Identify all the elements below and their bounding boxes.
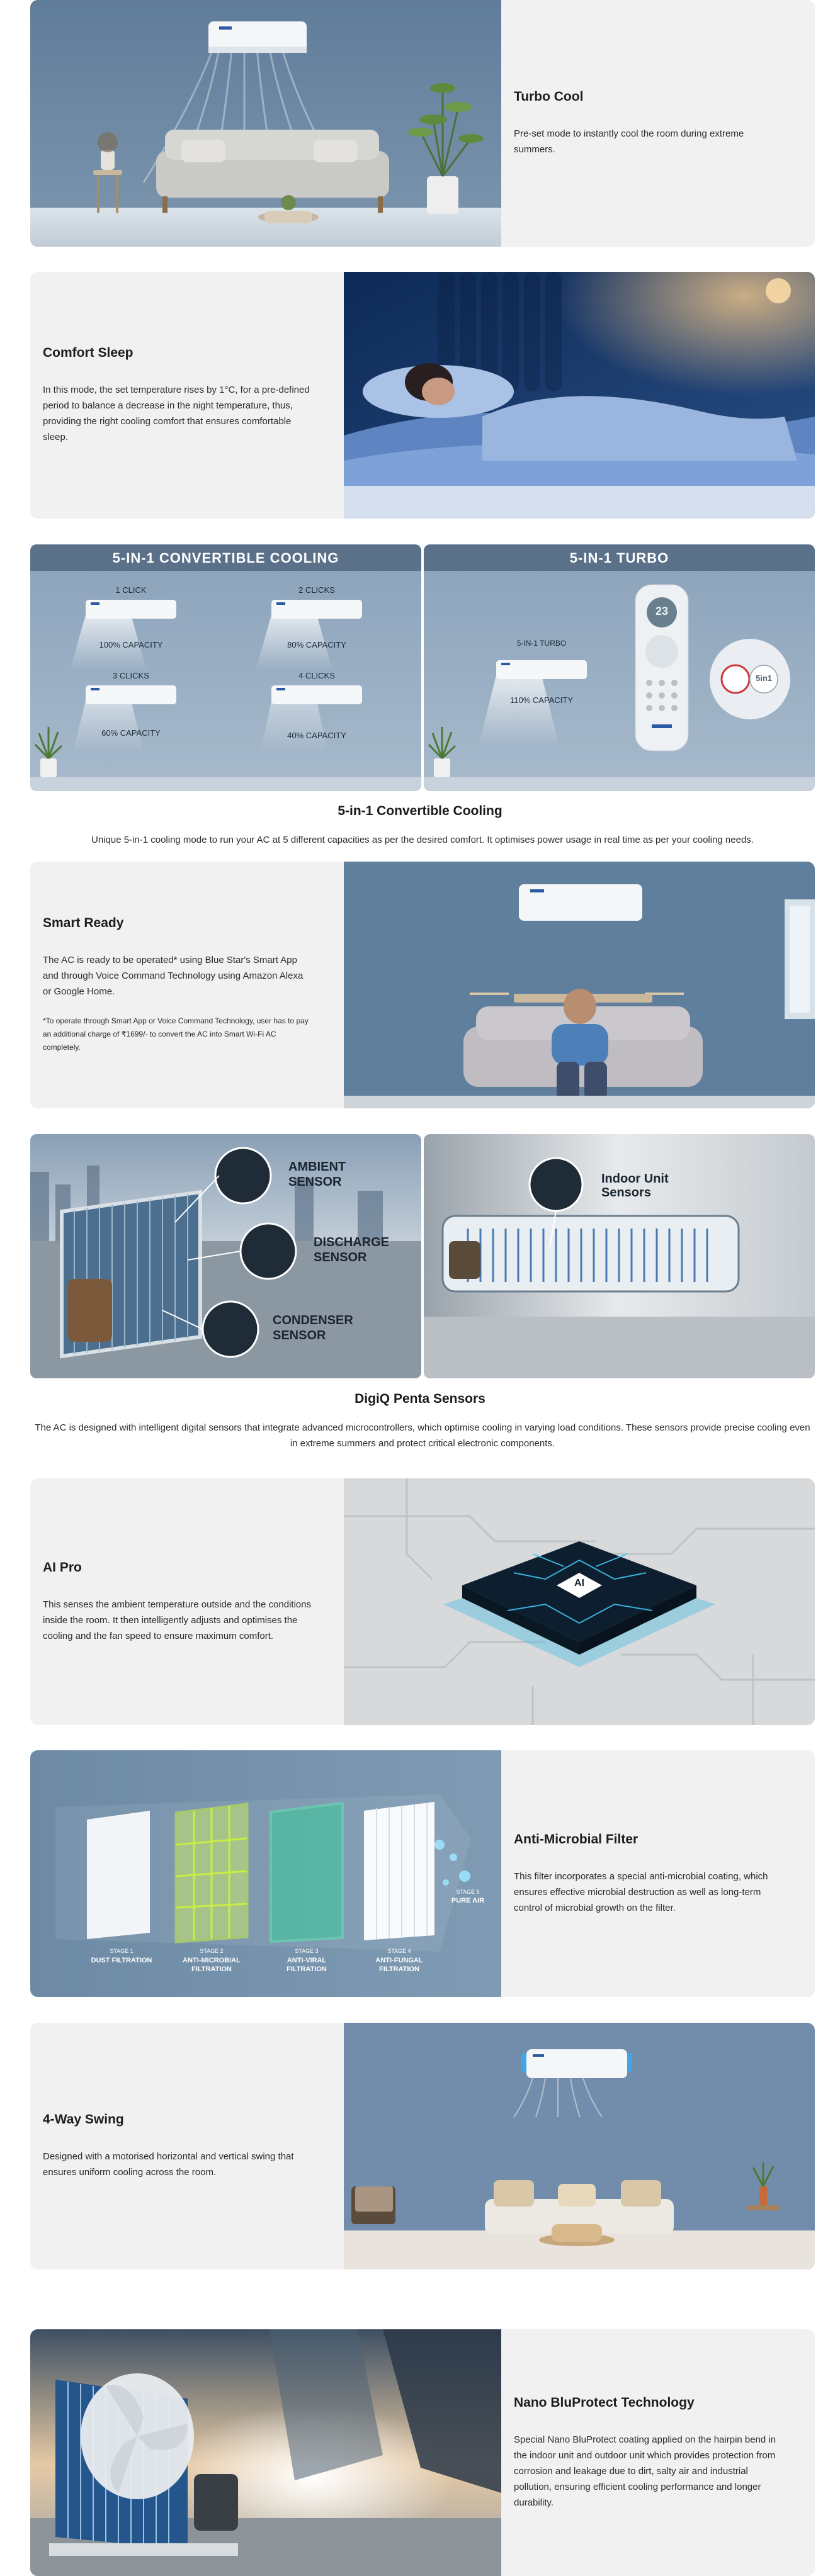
- nano-image: [30, 2329, 501, 2576]
- mode-4-clicks: 4 CLICKS: [298, 671, 335, 680]
- filter-image: [30, 1750, 501, 1997]
- swing-image: [344, 2023, 815, 2269]
- feature-card-filter: [30, 1750, 815, 1997]
- stage-1-name: DUST FILTRATION: [91, 1957, 152, 1964]
- swing-desc: Designed with a motorised horizontal and vertical swing that ensures uniform cooling across the room.: [43, 2151, 294, 2178]
- ai-pro-title: AI Pro: [43, 1560, 82, 1575]
- comfort-sleep-title: Comfort Sleep: [43, 346, 133, 360]
- comfort-sleep-image: [344, 272, 815, 519]
- turbo-panel: [424, 544, 815, 791]
- stage-4-number: STAGE 4: [387, 1948, 411, 1954]
- stage-3-name: ANTI-VIRAL FILTRATION: [287, 1957, 327, 1973]
- turbo-cool-text: [501, 0, 815, 247]
- ai-pro-text: [30, 1478, 344, 1725]
- swing-title: 4-Way Swing: [43, 2112, 124, 2127]
- remote-5in1-button: 5in1: [755, 673, 772, 683]
- feature-card-smart-ready: [30, 862, 815, 1108]
- stage-2-number: STAGE 2: [200, 1948, 224, 1954]
- ambient-sensor-label: AMBIENT SENSOR: [288, 1160, 346, 1189]
- mode-4-capacity: 40% CAPACITY: [287, 731, 346, 740]
- mode-1-capacity: 100% CAPACITY: [99, 640, 163, 650]
- stage-3-number: STAGE 3: [295, 1948, 319, 1954]
- feature-card-ai-pro: [30, 1478, 815, 1725]
- mode-2-clicks: 2 CLICKS: [298, 585, 335, 595]
- turbo-cool-image: [30, 0, 501, 247]
- ai-pro-image: [344, 1478, 815, 1725]
- comfort-sleep-text: [30, 272, 344, 519]
- ai-pro-desc: This senses the ambient temperature outside and the conditions inside the room. It then intelligently adjusts and optimises the cooling and the fan speed to ensure maximum comfort.: [43, 1599, 312, 1641]
- turbo-cool-title: Turbo Cool: [514, 89, 584, 104]
- feature-card-swing: [30, 2023, 815, 2269]
- smart-ready-text: [30, 862, 344, 1108]
- stage-5-name: PURE AIR: [451, 1897, 485, 1904]
- remote-display: 23: [655, 605, 669, 617]
- smart-ready-desc: The AC is ready to be operated* using Blue Star's Smart App and through Voice Command Technology using Amazon Alexa or Google Home.: [43, 955, 304, 997]
- stage-2-name: ANTI-MICROBIAL FILTRATION: [183, 1957, 241, 1973]
- discharge-sensor-label: DISCHARGE SENSOR: [314, 1235, 390, 1264]
- mode-3-capacity: 60% CAPACITY: [101, 728, 161, 738]
- convertible-section-desc: Unique 5-in-1 cooling mode to run your AC at 5 different capacities as per the desired comfort. It optimises power usage in real time as per your cooling needs.: [91, 835, 754, 845]
- nano-title: Nano BluProtect Technology: [514, 2395, 695, 2410]
- smart-ready-image: [344, 862, 815, 1108]
- swing-text: [30, 2023, 344, 2269]
- turbo-capacity: 110% CAPACITY: [510, 695, 573, 705]
- indoor-sensors-panel: [424, 1134, 815, 1378]
- filter-desc: This filter incorporates a special anti-microbial coating, which ensures effective microbial destruction as well as long-term control of microbial growth on the filter.: [514, 1870, 768, 1913]
- sensors-section-desc: The AC is designed with intelligent digital sensors that integrate advanced microcontrollers, which optimise cooling in varying load conditions. These sensors provide precise cooling even in extreme summers and protect critical electronic components.: [35, 1422, 810, 1449]
- convertible-cooling-panel: [30, 544, 421, 791]
- convertible-section-title: 5-in-1 Convertible Cooling: [338, 804, 502, 818]
- smart-ready-note: *To operate through Smart App or Voice Command Technology, user has to pay an additional charge of ₹1699/- to convert the AC into Smart Wi-Fi AC completely.: [43, 1016, 309, 1052]
- feature-card-turbo-cool: [30, 0, 815, 247]
- turbo-panel-title: 5-IN-1 TURBO: [569, 550, 669, 566]
- nano-text: [501, 2329, 815, 2576]
- outdoor-sensors-panel: [30, 1134, 421, 1378]
- stage-5-number: STAGE 5: [456, 1889, 480, 1895]
- feature-card-nano: [30, 2329, 815, 2576]
- mode-1-clicks: 1 CLICK: [115, 585, 147, 595]
- filter-text: [501, 1750, 815, 1997]
- stage-4-name: ANTI-FUNGAL FILTRATION: [375, 1957, 423, 1973]
- convertible-panel-title: 5-IN-1 CONVERTIBLE COOLING: [112, 550, 339, 566]
- stage-1-number: STAGE 1: [110, 1948, 133, 1954]
- nano-desc: Special Nano BluProtect coating applied on the hairpin bend in the indoor unit and outdoor unit which provides protection from corrosion and leakage due to dirt, salty air and industrial pollution, ensuring efficient cooling performance and longer durability.: [514, 2434, 776, 2508]
- turbo-cool-desc: Pre-set mode to instantly cool the room during extreme summers.: [514, 128, 744, 155]
- sensors-section-title: DigiQ Penta Sensors: [355, 1392, 485, 1406]
- mode-2-capacity: 80% CAPACITY: [287, 640, 346, 650]
- mode-3-clicks: 3 CLICKS: [113, 671, 149, 680]
- ai-chip-label: AI: [574, 1578, 584, 1589]
- indoor-sensor-label: Indoor Unit Sensors: [601, 1172, 669, 1200]
- feature-card-comfort-sleep: [30, 272, 815, 519]
- turbo-label: 5-IN-1 TURBO: [516, 639, 567, 648]
- condenser-sensor-label: CONDENSER SENSOR: [273, 1313, 353, 1342]
- filter-title: Anti-Microbial Filter: [514, 1831, 639, 1847]
- smart-ready-title: Smart Ready: [43, 916, 124, 930]
- comfort-sleep-desc: In this mode, the set temperature rises by 1°C, for a pre-defined period to balance a decrease in the night temperature, thus, providing the right cooling comfort that ensures comfortable sleep.: [43, 385, 310, 442]
